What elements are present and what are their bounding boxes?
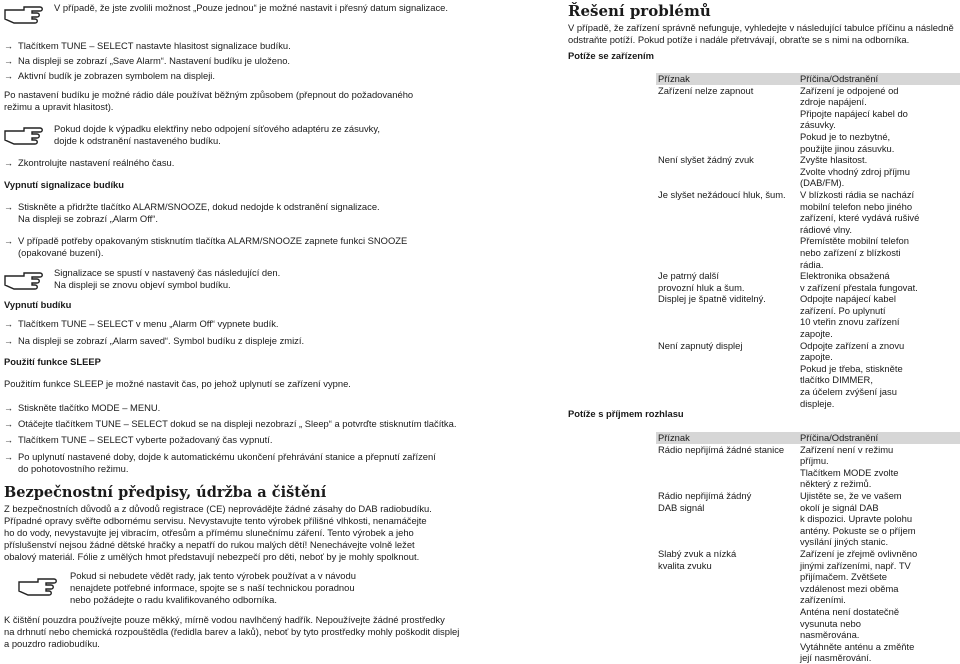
reception-problems-table xyxy=(656,432,960,664)
bullet-select-sleep: → Otáčejte tlačítkem TUNE – SELECT dokud se na displeji nezobrazí „ Sleep“ a potvrďte stisknutím tlačítka. xyxy=(4,418,456,430)
table-header-row xyxy=(656,73,960,85)
table-cell: Zařízení není v režimu příjmu. Tlačítkem MODE zvolte některý z režimů. xyxy=(800,443,899,490)
reception-problems-label: Potíže s příjmem rozhlasu xyxy=(568,408,684,419)
bullet-check-time: → Zkontrolujte nastavení reálného času. xyxy=(4,157,174,169)
bullet-save-alarm: → Na displeji se zobrazí „Save Alarm“. Nastavení budíku je uloženo. xyxy=(4,55,290,67)
table-row xyxy=(656,340,960,410)
pointing-hand-icon xyxy=(2,266,46,294)
pointing-hand-icon xyxy=(16,572,60,600)
pointing-hand-icon xyxy=(2,0,46,28)
heading-safety: Bezpečnostní předpisy, údržba a čištění xyxy=(4,484,327,501)
heading-sleep: Použití funkce SLEEP xyxy=(4,356,101,367)
table-row xyxy=(656,444,960,490)
column-header: Příčina/Odstranění xyxy=(798,432,960,444)
bullet-alarm-snooze-hold: → Stiskněte a přidržte tlačítko ALARM/SNOOZE, dokud nedojde k odstranění signalizace. Na displeji se zobrazí „Alarm Off“. xyxy=(4,201,538,225)
bullet-volume: → Tlačítkem TUNE – SELECT nastavte hlasitost signalizace budíku. xyxy=(4,40,291,52)
bullet-standby: → Po uplynutí nastavené doby, dojde k automatickému ukončení přehrávání stanice a přepnutí zařízení do pohotovostního režimu. xyxy=(4,451,538,475)
bullet-alarm-off-menu: → Tlačítkem TUNE – SELECT v menu „Alarm Off“ vypnete budík. xyxy=(4,318,279,330)
note-next-day: Signalizace se spustí v nastavený čas následující den. Na displeji se znovu objeví symbol budíku. xyxy=(54,267,281,290)
paragraph-sleep: Použitím funkce SLEEP je možné nastavit čas, po jehož uplynutí se zařízení vypne. xyxy=(4,378,351,389)
note-contact-support: Pokud si nebudete vědět rady, jak tento výrobek používat a v návodu nenajdete potřebné informace, spojte se s naší technickou poradnou nebo požádejte o radu kvalifikovaného odborníka. xyxy=(70,570,356,605)
table-cell: Rádio nepřijímá žádné stanice xyxy=(658,443,785,455)
table-cell: Není slyšet žádný zvuk xyxy=(658,154,754,166)
bullet-alarm-saved: → Na displeji se zobrazí „Alarm saved“. Symbol budíku z displeje zmizí. xyxy=(4,335,304,347)
table-row xyxy=(656,85,960,155)
column-header: Příčina/Odstranění xyxy=(798,73,960,85)
table-cell: Ujistěte se, že ve vašem okolí je signál DAB k dispozici. Upravte polohu antény. Pokuste se o příjem vysílání jiných stanic. xyxy=(800,489,916,548)
table-row xyxy=(656,154,960,189)
troubleshooting-intro: V případě, že zařízení správně nefunguje, vyhledejte v následující tabulce příčinu a následně odstraňte potíží. Pokud potíže i nadále přetrvávají, obraťte se s nimi na odborníka. xyxy=(568,22,954,45)
heading-alarm-off: Vypnutí budíku xyxy=(4,299,72,310)
pointing-hand-icon xyxy=(2,121,46,149)
table-row xyxy=(656,548,960,664)
table-cell: Zařízení je zřejmě ovlivněno jinými zařízeními, např. TV přijímačem. Zvětšete vzdálenost mezi oběma zařízeními. Anténa není dostatečně vysunuta nebo nasměrována. Vytáhněte anténu a změňte její nasměrování. xyxy=(800,547,918,664)
table-cell: Zařízení nelze zapnout xyxy=(658,84,754,96)
paragraph-cleaning: K čištění pouzdra používejte pouze měkký, mírně vodou navlhčený hadřík. Nepoužívejte žádné prostředky na drhnutí nebo chemická rozpouštědla (ředidla barev a laků), neboť by tyto prostředky mohly poškodit displej a pouzdro radiobudíku. xyxy=(4,614,460,649)
device-problems-table xyxy=(656,73,960,409)
paragraph-normal-use: Po nastavení budíku je možné rádio dále používat běžným způsobem (přepnout do požadovaného režimu a upravit hlasitost). xyxy=(4,89,414,112)
table-cell: Slabý zvuk a nízká kvalita zvuku xyxy=(658,547,737,571)
note-specific-date: V případě, že jste zvolili možnost „Pouze jednou“ je možné nastavit i přesný datum signalizace. xyxy=(54,2,448,13)
table-cell: Zvyšte hlasitost. Zvolte vhodný zdroj příjmu (DAB/FM). xyxy=(800,154,910,189)
troubleshooting-title: Řešení problémů xyxy=(568,2,711,20)
table-row xyxy=(656,490,960,548)
table-row xyxy=(656,189,960,270)
device-problems-label: Potíže se zařízením xyxy=(568,50,654,61)
column-header: Příznak xyxy=(656,432,798,444)
table-cell: Je patrný další provozní hluk a šum. Displej je špatně viditelný. xyxy=(658,270,766,305)
table-cell: Rádio nepřijímá žádný DAB signál xyxy=(658,489,752,513)
bullet-mode-menu: → Stiskněte tlačítko MODE – MENU. xyxy=(4,402,160,414)
table-cell: Zařízení je odpojené od zdroje napájení. Připojte napájecí kabel do zásuvky. Pokud je to nezbytné, použijte jinou zásuvku. xyxy=(800,84,908,154)
paragraph-safety: Z bezpečnostních důvodů a z důvodů registrace (CE) neprovádějte žádné zásahy do DAB radiobudíku. Případné opravy svěřte odbornému servisu. Nevystavujte tento výrobek přílišné vlhkosti, nenamáčejte ho do vody, nevystavujte jej vibracím, otřesům a přímému slunečnímu záření. Tento výrobek a jeho příslušenství nejsou žádné dětské hračky a nepatří do rukou malých dětí! Nenechávejte volně ležet obalový materiál. Fólie z umělých hmot představují nebezpečí pro děti, neboť by je mohly spolknout. xyxy=(4,503,432,562)
table-cell: Elektronika obsažená v zařízení přestala fungovat. Odpojte napájecí kabel zařízení. Po uplynutí 10 vteřin znovu zařízení zapojte. xyxy=(800,270,918,340)
heading-disable-alarm: Vypnutí signalizace budíku xyxy=(4,179,124,190)
table-cell: V blízkosti rádia se nachází mobilní telefon nebo jiného zařízení, které vydává rušivé rádiové vlny. Přemístěte mobilní telefon nebo zařízení z blízkosti rádia. xyxy=(800,188,920,270)
table-cell: Je slyšet nežádoucí hluk, šum. xyxy=(658,188,786,200)
bullet-alarm-symbol: → Aktivní budík je zobrazen symbolem na displeji. xyxy=(4,70,215,82)
table-header-row xyxy=(656,432,960,444)
note-power-outage: Pokud dojde k výpadku elektřiny nebo odpojení síťového adaptéru ze zásuvky, dojde k odstranění nastaveného budíku. xyxy=(54,123,380,146)
table-cell: Není zapnutý displej xyxy=(658,339,743,351)
column-header: Příznak xyxy=(656,73,798,85)
table-cell: Odpojte zařízení a znovu zapojte. Pokud je třeba, stiskněte tlačítko DIMMER, za účelem zvýšení jasu displeje. xyxy=(800,339,905,409)
bullet-choose-time: → Tlačítkem TUNE – SELECT vyberte požadovaný čas vypnutí. xyxy=(4,434,272,446)
table-row xyxy=(656,270,960,340)
bullet-snooze-function: → V případě potřeby opakovaným stisknutím tlačítka ALARM/SNOOZE zapnete funkci SNOOZE (opakované buzení). xyxy=(4,235,538,259)
